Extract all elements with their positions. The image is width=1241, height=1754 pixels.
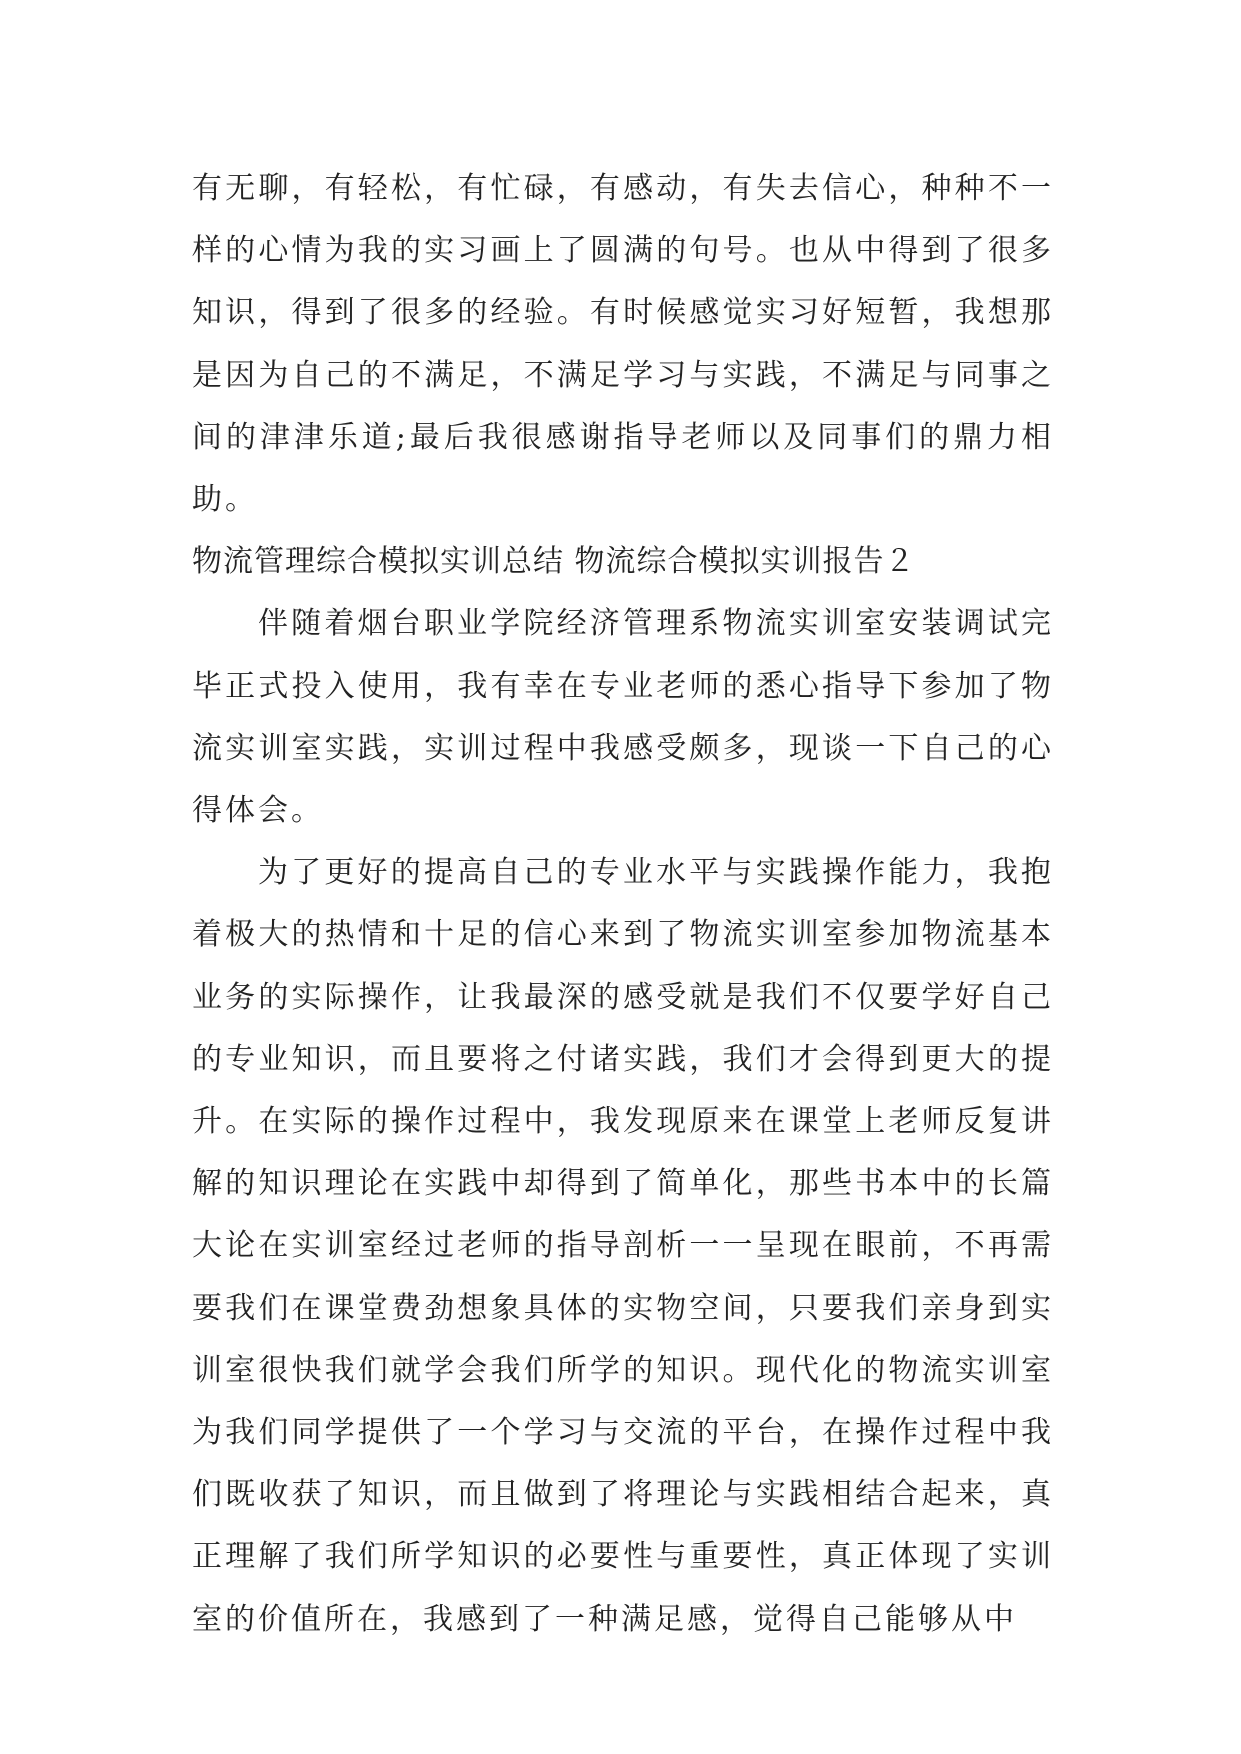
section-heading: 物流管理综合模拟实训总结 物流综合模拟实训报告２: [192, 544, 916, 580]
paragraph-continued: 有无聊，有轻松，有忙碌，有感动，有失去信心，种种不一样的心情为我的实习画上了圆满的句号。也从中得到了很多知识，得到了很多的经验。有时候感觉实习好短暂，我想那是因为自己的不满足，不满足学习与实践，不满足与同事之间的津津乐道;最后我很感谢指导老师以及同事们的鼎力相助。: [192, 171, 1054, 518]
paragraph-experience: 为了更好的提高自己的专业水平与实践操作能力，我抱着极大的热情和十足的信心来到了物流实训室参加物流基本业务的实际操作，让我最深的感受就是我们不仅要学好自己的专业知识，而且要将之付诸实践，我们才会得到更大的提升。在实际的操作过程中，我发现原来在课堂上老师反复讲解的知识理论在实践中却得到了简单化，那些书本中的长篇大论在实训室经过老师的指导剖析一一呈现在眼前，不再需要我们在课堂费劲想象具体的实物空间，只要我们亲身到实训室很快我们就学会我们所学的知识。现代化的物流实训室为我们同学提供了一个学习与交流的平台，在操作过程中我们既收获了知识，而且做到了将理论与实践相结合起来，真正理解了我们所学知识的必要性与重要性，真正体现了实训室的价值所在，我感到了一种满足感，觉得自己能够从中: [192, 855, 1054, 1637]
paragraph-intro: 伴随着烟台职业学院经济管理系物流实训室安装调试完毕正式投入使用，我有幸在专业老师的悉心指导下参加了物流实训室实践，实训过程中我感受颇多，现谈一下自己的心得体会。: [192, 606, 1054, 829]
document-page: [192, 158, 1054, 1651]
